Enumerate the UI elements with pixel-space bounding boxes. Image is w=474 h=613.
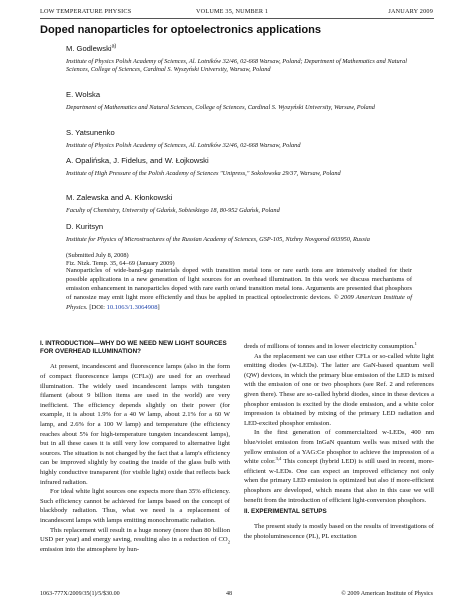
- affiliation: Department of Mathematics and Natural Sciences, College of Sciences, Cardinal S. Wyszyński University, Warsaw, Poland: [66, 104, 375, 111]
- journal-name: LOW TEMPERATURE PHYSICS: [40, 8, 132, 15]
- issue-date: JANUARY 2009: [388, 8, 433, 15]
- submitted-date: (Submitted July 8, 2008): [66, 252, 129, 259]
- header-rule: [40, 18, 434, 19]
- author-line: D. Kuritsyn: [66, 222, 104, 231]
- section-heading: I. INTRODUCTION—WHY DO WE NEED NEW LIGHT SOURCES FOR OVERHEAD ILLUMINATION?: [40, 340, 227, 356]
- right-column: [244, 342, 434, 541]
- affiliation: Institute of High Pressure of the Polish Academy of Sciences "Unipress," Sokołowska 29/37, Warsaw, Poland: [66, 170, 341, 177]
- paragraph: dreds of millions of tonnes and in lower electricity consumption.$^1$: [244, 340, 417, 350]
- affiliation: Institute of Physics Polish Academy of Sciences, Al. Lotników 32/46, 02-668 Warsaw, Poland; Department of Mathematics and Natural Sciences, College of Sciences, Cardinal S. Wyszyński University, Warsaw, Poland: [66, 58, 407, 74]
- paragraph: The present study is mostly based on the results of investigations of the photoluminescence (PL), PL excitation: [244, 523, 434, 540]
- paragraph: This replacement will result in a huge money (more than 80 billion USD per year) and energy saving, resulting also in a reduction of $CO_2$ emission into the atmosphere by hun-: [40, 526, 230, 553]
- affiliation: Faculty of Chemistry, University of Gdańsk, Sobieskiego 18, 80-952 Gdańsk, Poland: [66, 207, 280, 214]
- affiliation: Institute for Physics of Microstructures of the Russian Academy of Sciences, GSP-105, Nizhny Novgorod 603950, Russia: [66, 236, 370, 243]
- page-number: 48: [226, 591, 233, 597]
- paragraph: For ideal white light sources one expects more than 35% efficiency. Such efficiency cannot be achieved for lamps based on the concept of blackbody radiation. Thus, what we need is a replacement of incandescent lamps with lamps emitting monochromatic radiation.: [40, 488, 230, 524]
- left-column: [40, 340, 230, 554]
- author-line: M. Godlewski$^{a)}$: [66, 43, 117, 53]
- abstract-copyright: © 2009 American Institute of Physics.: [66, 294, 413, 311]
- author-line: A. Opalińska, J. Fidelus, and W. Łojkowski: [66, 156, 209, 165]
- paragraph: In the first generation of commercialized w-LEDs, 400 nm blue/violet emission from InGaN quantum wells was mixed with the yellow emission of a YAG:Ce phosphor to achieve the impression of a white color.$^{3,4}$ This concept (hybrid LED) is still used in recent, more-efficient w-LEDs. One can expect an improved efficiency not only when the primary LED emission is optimized but also if more-efficient phosphors are developed, which means that also in this case we will benefit from the introduction of efficient light-conversion phosphors.: [244, 429, 434, 504]
- affiliation: Institute of Physics Polish Academy of Sciences, Al. Lotników 32/46, 02-668 Warsaw, Poland: [66, 142, 301, 149]
- issn-code: 1063-777X/2009/35(1)/5/$30.00: [40, 591, 120, 597]
- volume-number: VOLUME 35, NUMBER 1: [196, 8, 269, 15]
- paragraph: At present, incandescent and fluorescence lamps (also in the form of compact fluorescence lamps (CFLs)) are used for an overhead illumination. The widely used incandescent lamps with tungsten filament (about 9 billion items are used in the world) are very inefficient. The efficiency depends slightly on their power (for example, it is about 1.9% for a 40 W lamp, about 2.1% for a 60 W lamp, and 2.6% for a 100 W lamp) and temperature (the efficiency reaches about 5% for high-temperature tungsten incandescent lamps), but in all these cases it is still very low compared to alternative light sources. The situation is not changed by the fact that a lamp's efficiency can be improved slightly by coating the inside of the glass bulb with highly conductive transparent (for visible light) oxide that reflects back infrared radiation.: [40, 363, 230, 486]
- author-line: E. Wolska: [66, 90, 101, 99]
- abstract: Nanoparticles of wide-band-gap materials doped with transition metal ions or rare earth ions are intensively studied for their possible applications in a new generation of light sources for an overhead illumination. In this work we discuss mechanisms of emission enhancement in nanoparticles doped with rare earth or/and transition metal ions. Arguments are presented that phosphors of nanosize may emit light more efficiently and thus be applied in practical optoelectronic devices. © 2009 American Institute of Physics. [DOI: 10.1063/1.3064908]: [66, 267, 413, 311]
- paragraph: As the replacement we can use either CFLs or so-called white light emitting diodes (w-LEDs). The latter are GaN-based quantum well (QW) devices, in which the primary blue emission of the LED is mixed with the emission of one or two phosphors (see Ref. 2 and references given there). These are so-called hybrid diodes, since in these devices a phosphor emission is excited by the diode emission, and a white color impression is obtained by mixing of the primary LED radiation and LED-excited phosphor emission.: [244, 352, 434, 427]
- author-line: S. Yatsunenko: [66, 128, 115, 137]
- article-title: Doped nanoparticles for optoelectronics applications: [40, 24, 322, 36]
- doi-link[interactable]: 10.1063/1.3064908: [106, 303, 158, 311]
- footer-copyright: © 2009 American Institute of Physics: [341, 591, 433, 597]
- section-heading: II. EXPERIMENTAL SETUPS: [244, 508, 327, 516]
- journal-citation: Fiz. Nizk. Temp. 35, 64–69 (January 2009): [66, 260, 175, 267]
- author-line: M. Zalewska and A. Kłonkowski: [66, 193, 173, 202]
